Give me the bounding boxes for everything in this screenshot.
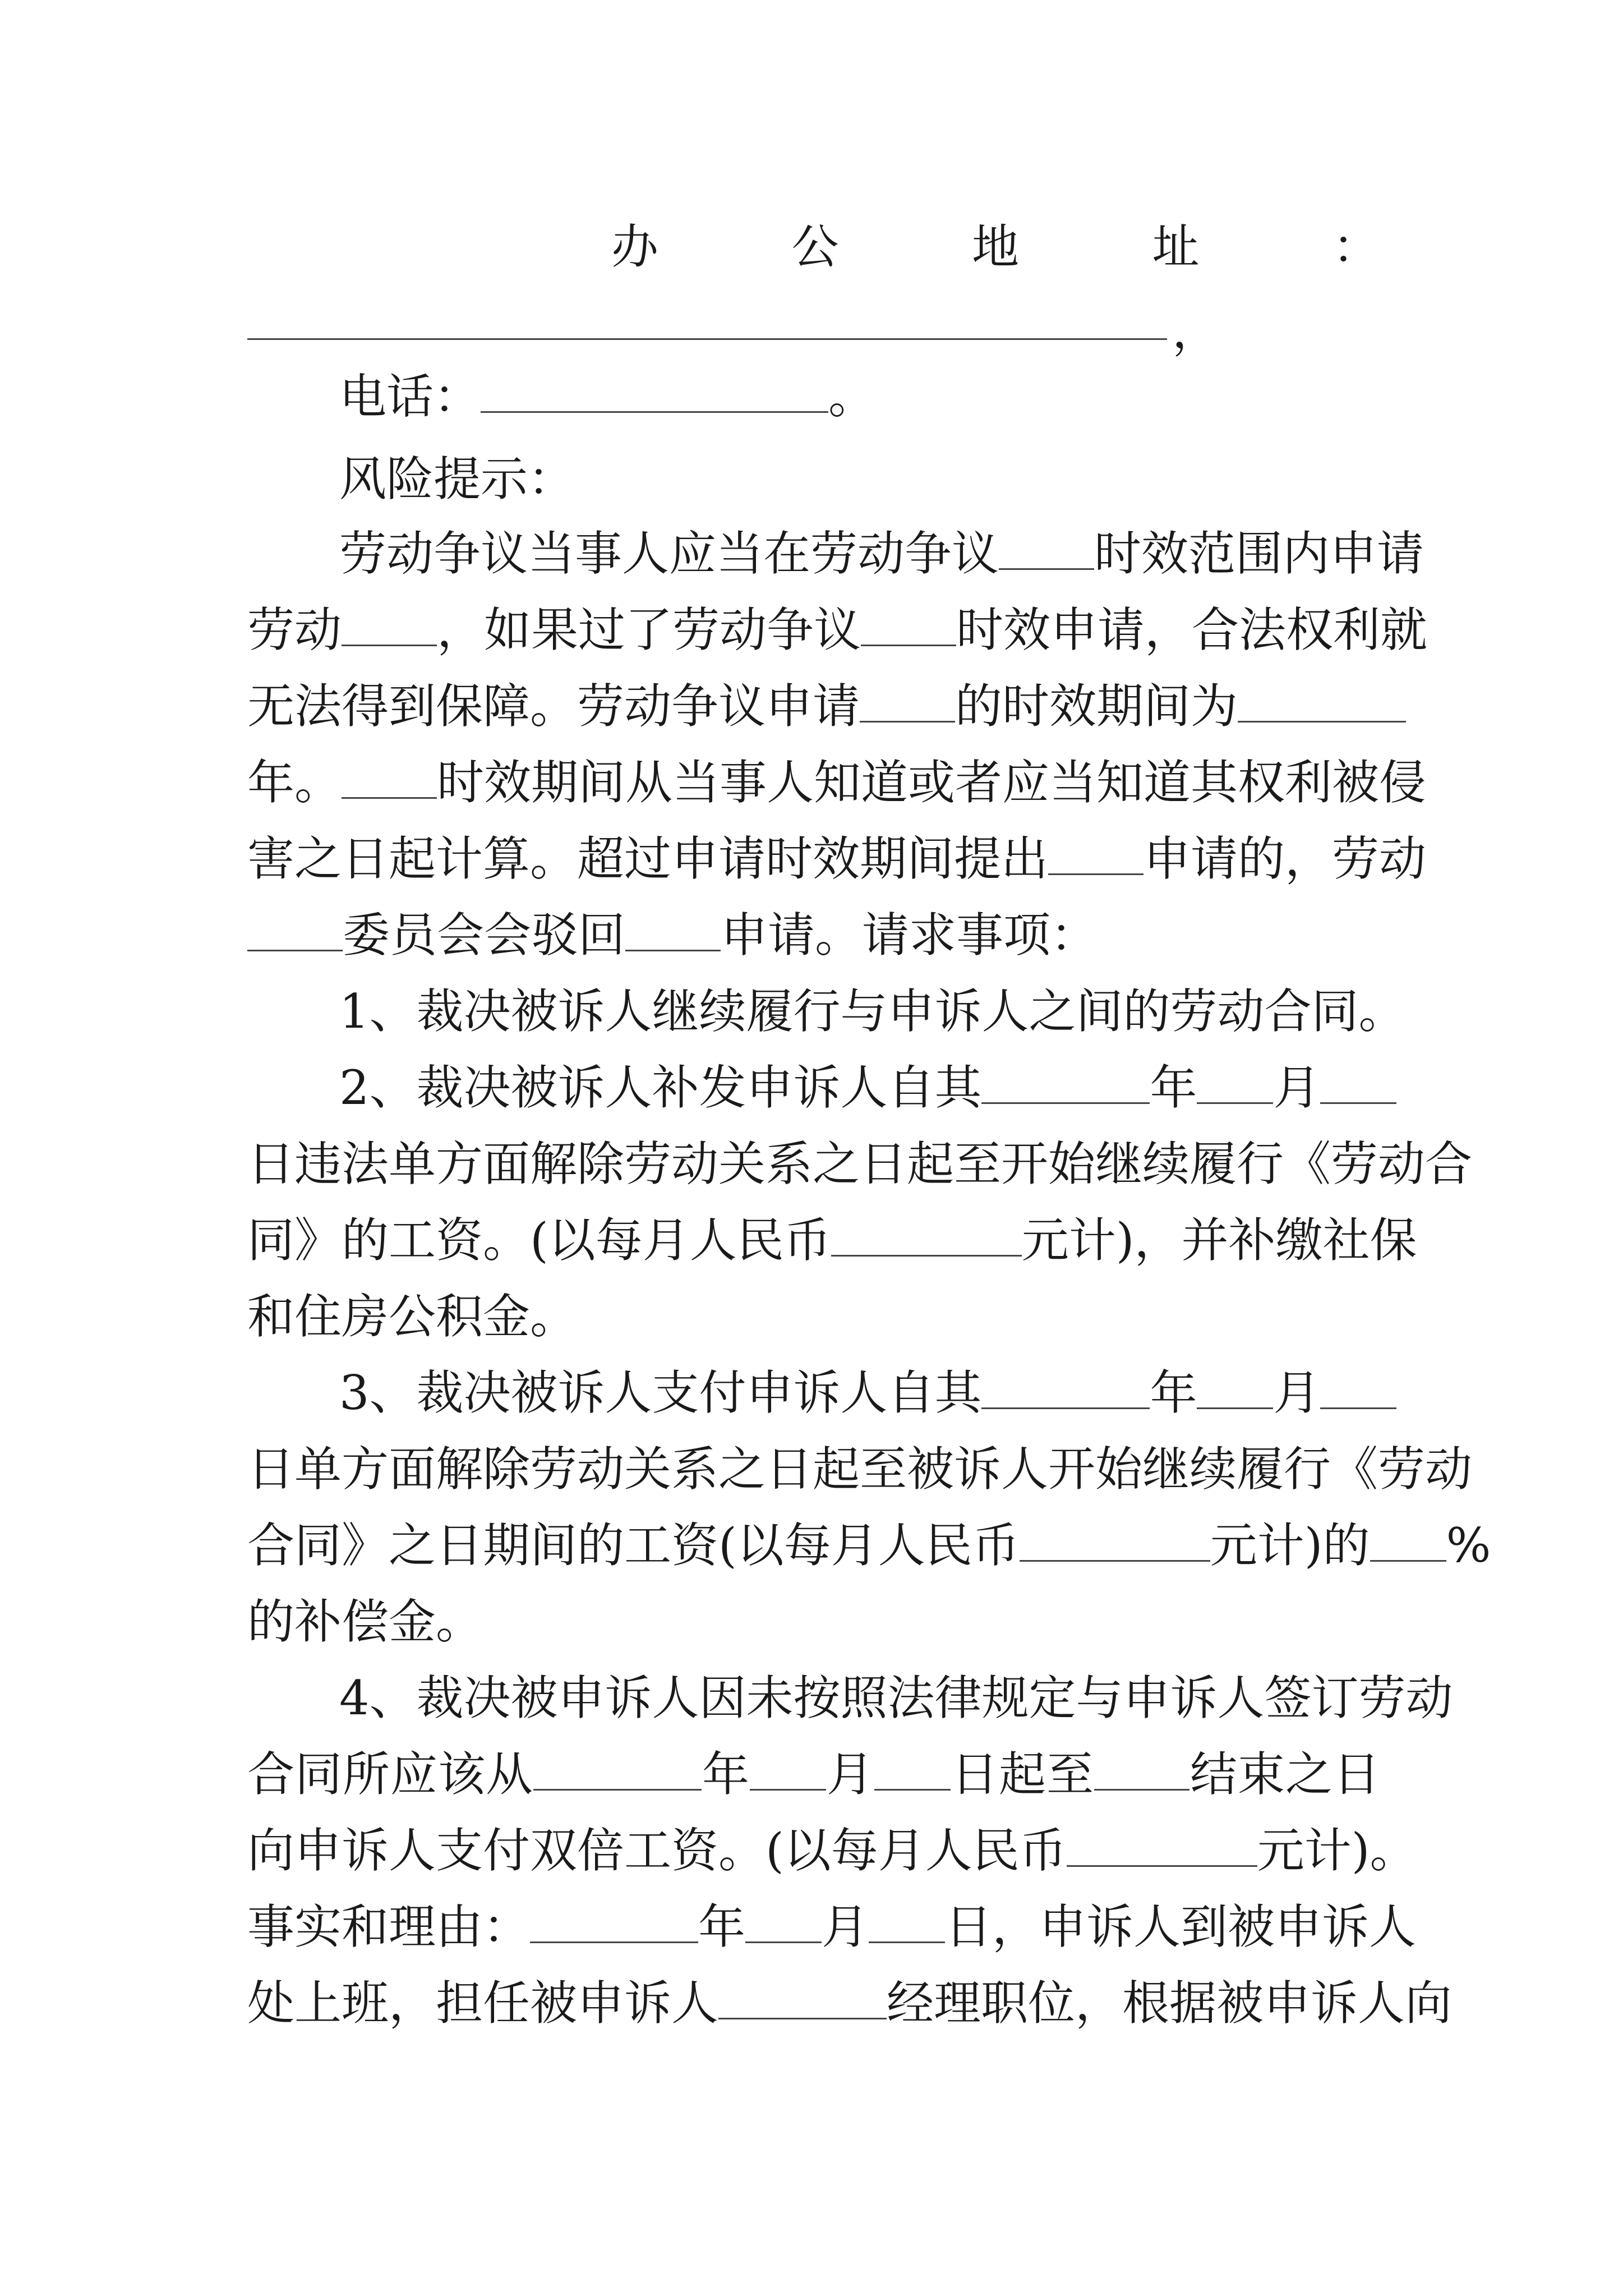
text-run: 无法得到保障。劳动争议申请 — [247, 679, 860, 734]
fill-blank — [625, 910, 721, 951]
text-run: 年。 — [247, 755, 342, 810]
text-run: 结束之日 — [1189, 1747, 1380, 1802]
text-run: 年 — [1150, 1060, 1197, 1115]
fill-blank — [745, 1902, 822, 1943]
text-run: % — [1446, 1518, 1491, 1573]
request-item-3 — [339, 1354, 1382, 1432]
request-item-4 — [339, 1659, 1453, 1737]
fill-blank — [861, 605, 956, 646]
paragraph-line — [247, 743, 1427, 822]
paragraph-line — [247, 1201, 1417, 1280]
paragraph-line — [247, 1506, 1491, 1585]
fill-blank — [1320, 1063, 1396, 1104]
text-run: 年 — [698, 1899, 746, 1954]
fill-blank — [247, 910, 343, 951]
text-run: 1、裁决被诉人继续履行与申诉人之间的劳动合同。 — [339, 984, 1406, 1039]
text-run: 日单方面解除劳动关系之日起至被诉人开始继续履行《劳动 — [247, 1442, 1473, 1497]
text-run: 的时效期间为 — [955, 679, 1238, 734]
fill-blank — [750, 1750, 826, 1791]
text-run: 合同所应该从 — [247, 1747, 533, 1802]
fill-blank — [1238, 682, 1406, 723]
office-address-char: 办 — [611, 219, 659, 274]
text-run: 日起至 — [950, 1747, 1094, 1802]
text-run: 同》的工资。(以每月人民币 — [247, 1213, 831, 1268]
paragraph-line — [339, 514, 1424, 593]
text-run: 日违法单方面解除劳动关系之日起至开始继续履行《劳动合 — [247, 1137, 1473, 1191]
text-run: 申请。请求事项： — [721, 908, 1098, 963]
fill-blank — [1370, 1521, 1446, 1562]
office-address-char: ： — [1332, 219, 1380, 274]
text-run: 劳动 — [247, 602, 342, 657]
text-run: 申请的，劳动 — [1144, 831, 1427, 886]
risk-heading-text: 风险提示： — [339, 452, 575, 507]
office-address-comma: ， — [1172, 303, 1220, 358]
text-run: 处上班，担任被申诉人 — [247, 1976, 719, 2031]
paragraph-line — [247, 820, 1427, 898]
request-item-1 — [339, 972, 1406, 1051]
facts-line — [247, 1964, 1453, 2042]
text-run: 元计)，并补缴社保 — [1021, 1213, 1417, 1268]
text-run: 月 — [1273, 1060, 1321, 1115]
text-run: 劳动争议当事人应当在劳动争议 — [339, 526, 999, 581]
fill-blank — [1197, 1063, 1273, 1104]
office-address-label — [611, 208, 1380, 286]
paragraph-line — [247, 1582, 1380, 1661]
fill-blank — [869, 1902, 945, 1943]
text-run: 元计)。 — [1257, 1823, 1417, 1878]
text-run: 月 — [822, 1899, 869, 1954]
text-run: 时效申请，合法权利就 — [956, 602, 1428, 657]
fill-blank — [1320, 1368, 1396, 1409]
text-run: 事实和理由： — [247, 1899, 531, 1954]
fill-blank — [342, 605, 437, 646]
text-run: 年 — [701, 1747, 750, 1802]
paragraph-line — [247, 1125, 1473, 1203]
fill-blank — [999, 529, 1094, 570]
paragraph-line — [247, 1430, 1473, 1508]
text-run: 2、裁决被诉人补发申诉人自其 — [339, 1060, 982, 1115]
fill-blank — [1067, 1826, 1257, 1867]
fill-blank — [860, 682, 955, 723]
fill-blank — [981, 1063, 1150, 1104]
text-run: 月 — [1273, 1365, 1321, 1420]
text-run: ，如果过了劳动争议 — [437, 602, 861, 657]
phone-blank — [481, 372, 828, 413]
phone-line — [339, 357, 1382, 436]
office-address-blank — [247, 338, 1167, 340]
text-run: 向申诉人支付双倍工资。(以每月人民币 — [247, 1823, 1067, 1878]
fill-blank — [530, 1902, 698, 1943]
paragraph-line — [247, 667, 1380, 746]
fill-blank — [342, 758, 437, 799]
text-run: 时效期间从当事人知道或者应当知道其权利被侵 — [437, 755, 1427, 810]
text-run: 和住房公积金。 — [247, 1289, 578, 1344]
text-run: 4、裁决被申诉人因未按照法律规定与申诉人签订劳动 — [339, 1671, 1453, 1726]
fill-blank — [1094, 1750, 1189, 1791]
fill-blank — [831, 1216, 1022, 1257]
text-run: 时效范围内申请 — [1094, 526, 1424, 581]
facts-line — [247, 1888, 1417, 1966]
fill-blank — [1197, 1368, 1273, 1409]
request-item-2 — [339, 1048, 1382, 1127]
text-run: 年 — [1150, 1365, 1197, 1420]
text-run: 3、裁决被诉人支付申诉人自其 — [339, 1365, 982, 1420]
fill-blank — [874, 1750, 951, 1791]
fill-blank — [533, 1750, 702, 1791]
paragraph-line — [247, 1277, 1380, 1356]
text-run: 日，申诉人到被申诉人 — [945, 1899, 1417, 1954]
fill-blank — [981, 1368, 1150, 1409]
text-run: 委员会会驳回 — [343, 908, 626, 963]
phone-end: 。 — [828, 369, 876, 424]
office-address-char: 公 — [791, 219, 839, 274]
text-run: 元计)的 — [1210, 1518, 1370, 1573]
fill-blank — [1020, 1521, 1210, 1562]
text-run: 害之日起计算。超过申请时效期间提出 — [247, 831, 1049, 886]
paragraph-line — [247, 591, 1428, 669]
fill-blank — [718, 1978, 887, 2019]
fill-blank — [1048, 834, 1144, 875]
text-run: 的补偿金。 — [247, 1594, 483, 1649]
text-run: 经理职位，根据被申诉人向 — [887, 1976, 1453, 2031]
paragraph-line — [247, 1811, 1417, 1890]
paragraph-line — [247, 896, 1380, 974]
risk-heading — [339, 440, 1382, 518]
phone-label: 电话： — [339, 369, 481, 424]
paragraph-line — [247, 1735, 1380, 1814]
office-address-char: 址 — [1152, 219, 1200, 274]
text-run: 合同》之日期间的工资(以每月人民币 — [247, 1518, 1020, 1573]
office-address-char: 地 — [971, 219, 1019, 274]
text-run: 月 — [826, 1747, 874, 1802]
